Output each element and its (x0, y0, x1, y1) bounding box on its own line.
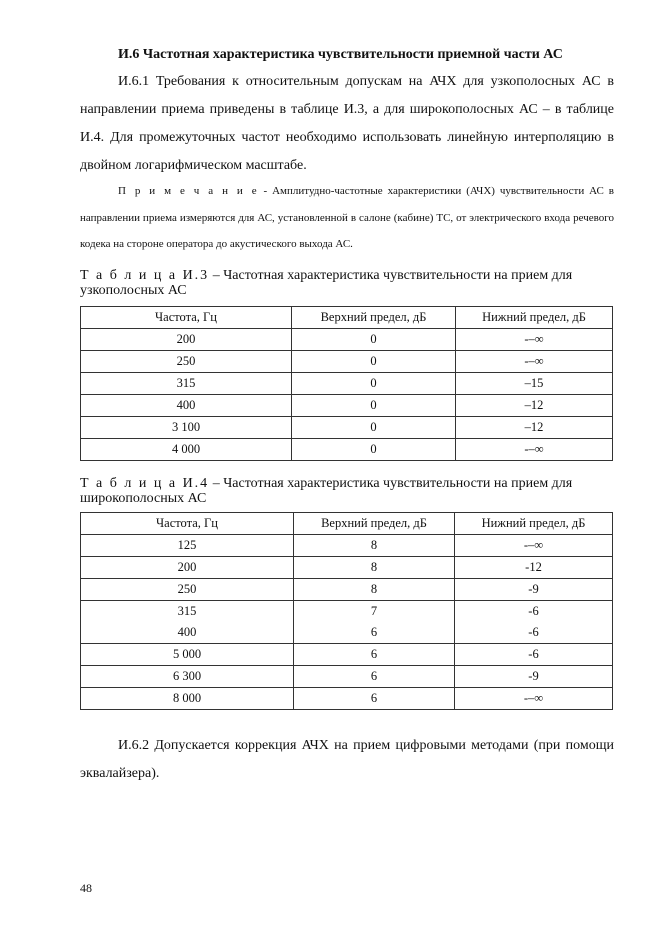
table4-header-lower: Нижний предел, дБ (455, 513, 613, 535)
table4-cell: 125 (81, 535, 294, 557)
table3 (80, 306, 613, 461)
note-label: П р и м е ч а н и е (118, 185, 259, 197)
table3-label: Т а б л и ц а И.3 (80, 268, 210, 283)
table4 (80, 512, 613, 710)
table4-cell-value: 6 (370, 625, 378, 639)
table4-cell: 6 (294, 644, 455, 666)
table-row (81, 644, 613, 666)
table4-header-upper: Верхний предел, дБ (294, 513, 455, 535)
table-row (81, 373, 613, 395)
table4-cell: 5 000 (81, 644, 294, 666)
table4-cell-value: -6 (528, 604, 539, 618)
table4-cell: 8 (294, 579, 455, 601)
table3-header-upper: Верхний предел, дБ (292, 307, 456, 329)
table3-cell: –12 (456, 395, 613, 417)
table3-cell: 0 (292, 351, 456, 373)
table4-cell: 200 (81, 557, 294, 579)
table4-cell: 8 (294, 535, 455, 557)
table-row (81, 579, 613, 601)
table-row (81, 666, 613, 688)
table3-cell: 400 (81, 395, 292, 417)
table4-cell: -6 (455, 644, 613, 666)
table-row (81, 535, 613, 557)
section-heading: И.6 Частотная характеристика чувствительности приемной части АС (118, 47, 563, 62)
table-row (81, 688, 613, 710)
table4-cell (81, 601, 294, 644)
page-number: 48 (80, 881, 92, 895)
table4-cell: -–∞ (455, 535, 613, 557)
table-row (81, 601, 613, 644)
table-row (81, 439, 613, 461)
note-block (80, 178, 614, 258)
table4-title: – Частотная характеристика чувствительности на прием для широкополосных АС (80, 476, 573, 506)
table4-cell (294, 601, 455, 644)
table4-caption (80, 476, 620, 506)
table4-cell: -12 (455, 557, 613, 579)
table4-header-frequency: Частота, Гц (81, 513, 294, 535)
table3-cell: 315 (81, 373, 292, 395)
table4-header-row (81, 513, 613, 535)
table-row (81, 557, 613, 579)
table4-cell: -9 (455, 579, 613, 601)
table3-cell: 0 (292, 417, 456, 439)
table4-cell: 8 000 (81, 688, 294, 710)
table4-label: Т а б л и ц а И.4 (80, 476, 210, 491)
table4-cell: -–∞ (455, 688, 613, 710)
table3-header-row (81, 307, 613, 329)
note-text: - Амплитудно-частотные характеристики (АЧХ) чувствительности АС в направлении приема измеряются для АС, установленной в салоне (кабине) ТС, от электрического входа речевого кодека на стороне оператора до акустического выхода АС. (80, 185, 614, 250)
table3-cell: 3 100 (81, 417, 292, 439)
table3-cell: 0 (292, 329, 456, 351)
table3-cell: –15 (456, 373, 613, 395)
paragraph-requirements: И.6.1 Требования к относительным допускам на АЧХ для узкополосных АС в направлении приема приведены в таблице И.3, а для широкополосных АС – в таблице И.4. Для промежуточных частот необходимо использовать линейную интерполяцию в двойном логарифмическом масштабе. (80, 74, 614, 173)
table3-cell: -–∞ (456, 329, 613, 351)
table3-cell: -–∞ (456, 351, 613, 373)
table3-cell: -–∞ (456, 439, 613, 461)
table4-cell-value: -6 (528, 625, 539, 639)
table3-cell: 4 000 (81, 439, 292, 461)
table-row (81, 329, 613, 351)
table3-cell: 0 (292, 439, 456, 461)
table3-cell: –12 (456, 417, 613, 439)
table4-cell-value: 315 (177, 604, 197, 618)
table3-cell: 0 (292, 373, 456, 395)
table3-header-lower: Нижний предел, дБ (456, 307, 613, 329)
table4-cell: 6 (294, 666, 455, 688)
table4-cell-value: 7 (370, 604, 378, 618)
table-row (81, 351, 613, 373)
table3-cell: 250 (81, 351, 292, 373)
table4-cell: 6 (294, 688, 455, 710)
table4-cell: 250 (81, 579, 294, 601)
table-row (81, 417, 613, 439)
table3-caption (80, 268, 620, 298)
table3-title: – Частотная характеристика чувствительности на прием для узкополосных АС (80, 268, 573, 298)
table4-cell: -9 (455, 666, 613, 688)
table3-cell: 0 (292, 395, 456, 417)
table3-cell: 200 (81, 329, 292, 351)
table4-cell (455, 601, 613, 644)
table-row (81, 395, 613, 417)
paragraph-correction: И.6.2 Допускается коррекция АЧХ на прием цифровыми методами (при помощи эквалайзера). (80, 738, 614, 781)
table4-cell: 6 300 (81, 666, 294, 688)
table4-cell: 8 (294, 557, 455, 579)
table4-cell-value: 400 (177, 625, 197, 639)
table3-header-frequency: Частота, Гц (81, 307, 292, 329)
